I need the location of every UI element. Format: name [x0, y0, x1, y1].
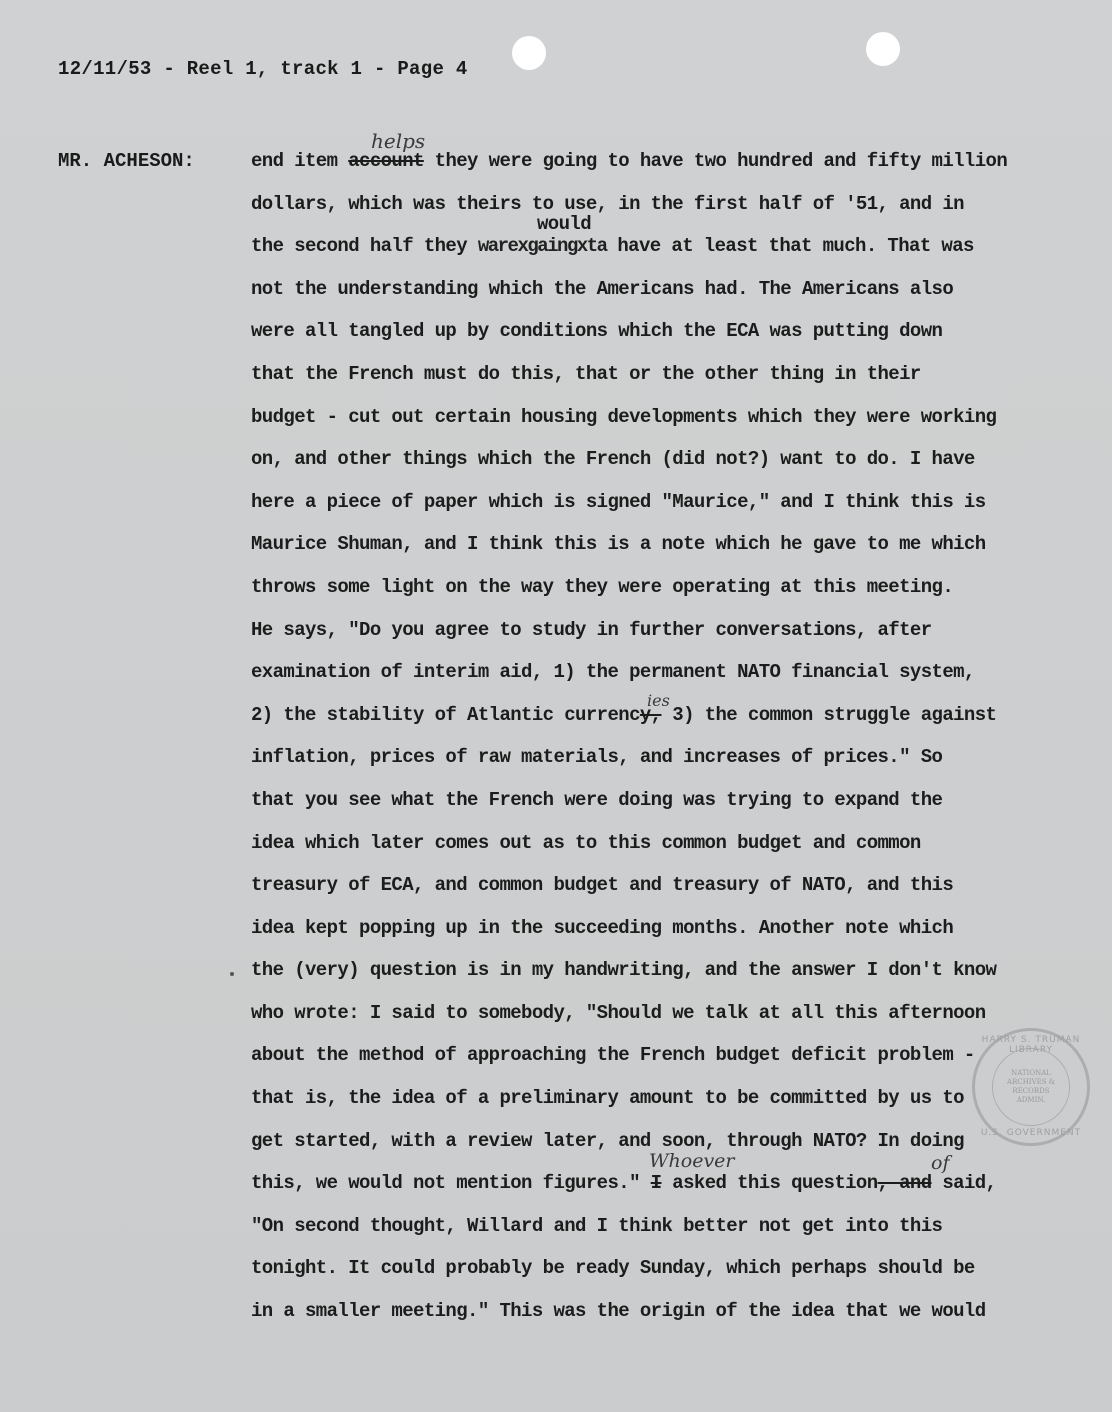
transcript-line: in a smaller meeting." This was the origin of the idea that we would — [251, 1300, 986, 1323]
margin-mark — [230, 972, 234, 976]
transcript-line: He says, "Do you agree to study in further conversations, after — [251, 618, 932, 641]
transcript-line: tonight. It could probably be ready Sunday, which perhaps should be — [251, 1257, 975, 1280]
struck-text: , and — [877, 1172, 932, 1195]
transcript-line: not the understanding which the Americans had. The Americans also — [251, 277, 954, 300]
transcript-line: idea kept popping up in the succeeding months. Another note which — [251, 916, 954, 939]
handwritten-insert: Whoever — [649, 1150, 735, 1173]
transcript-line: that the French must do this, that or the other thing in their — [251, 362, 921, 385]
transcript-line: idea which later comes out as to this common budget and common — [251, 831, 921, 854]
speaker-label: MR. ACHESON: — [58, 150, 195, 172]
handwritten-insert: helps — [371, 129, 426, 153]
transcript-line: were all tangled up by conditions which the ECA was putting down — [251, 320, 943, 343]
transcript-line: here a piece of paper which is signed "Maurice," and I think this is — [251, 490, 986, 513]
transcript-line: the (very) question is in my handwriting, and the answer I don't know — [251, 959, 997, 982]
transcript-line: the second half they warexgaingxta have at least that much. That was would — [251, 231, 1011, 274]
stamp-top-text: HARRY S. TRUMAN LIBRARY — [981, 1035, 1081, 1055]
handwritten-insert: of — [931, 1152, 950, 1175]
typed-over-text: warexgaingxta — [477, 235, 607, 258]
transcript-line: budget - cut out certain housing developments which they were working — [251, 405, 997, 428]
library-stamp — [972, 1028, 1090, 1146]
page-header: 12/11/53 - Reel 1, track 1 - Page 4 — [58, 58, 468, 80]
struck-text: y, — [639, 703, 662, 726]
transcript-line: this, we would not mention figures." I asked this question, and said, Whoever of — [251, 1168, 1011, 1211]
transcript-line: 2) the stability of Atlantic currency, 3) the common struggle against ies — [251, 700, 1011, 743]
stamp-center: NATIONAL ARCHIVES & RECORDS ADMIN. — [992, 1048, 1070, 1126]
transcript-body — [251, 129, 1011, 1339]
handwritten-insert: ies — [647, 690, 670, 710]
transcript-line: examination of interim aid, 1) the permanent NATO financial system, — [251, 661, 975, 684]
transcript-line: get started, with a review later, and soon, through NATO? In doing — [251, 1129, 964, 1152]
punch-hole-left — [512, 36, 546, 70]
typed-insert: would — [537, 213, 592, 236]
struck-text: account — [348, 150, 424, 172]
transcript-line: dollars, which was theirs to use, in the first half of '51, and in — [251, 192, 964, 215]
struck-text: I — [650, 1172, 662, 1195]
transcript-line: about the method of approaching the French budget deficit problem - — [251, 1044, 975, 1067]
transcript-line: on, and other things which the French (did not?) want to do. I have — [251, 448, 975, 471]
transcript-line: end item account they were going to have two hundred and fifty million helps — [251, 146, 1011, 189]
transcript-line: Maurice Shuman, and I think this is a note which he gave to me which — [251, 533, 986, 556]
transcript-line: treasury of ECA, and common budget and treasury of NATO, and this — [251, 874, 954, 897]
transcript-line: who wrote: I said to somebody, "Should we talk at all this afternoon — [251, 1001, 986, 1024]
transcript-line: that you see what the French were doing was trying to expand the — [251, 788, 943, 811]
stamp-bottom-text: U.S. GOVERNMENT — [980, 1128, 1082, 1138]
transcript-line: throws some light on the way they were operating at this meeting. — [251, 575, 954, 598]
transcript-line: that is, the idea of a preliminary amount to be committed by us to — [251, 1087, 964, 1110]
punch-hole-right — [866, 32, 900, 66]
transcript-line: inflation, prices of raw materials, and increases of prices." So — [251, 746, 943, 769]
transcript-line: "On second thought, Willard and I think better not get into this — [251, 1214, 943, 1237]
